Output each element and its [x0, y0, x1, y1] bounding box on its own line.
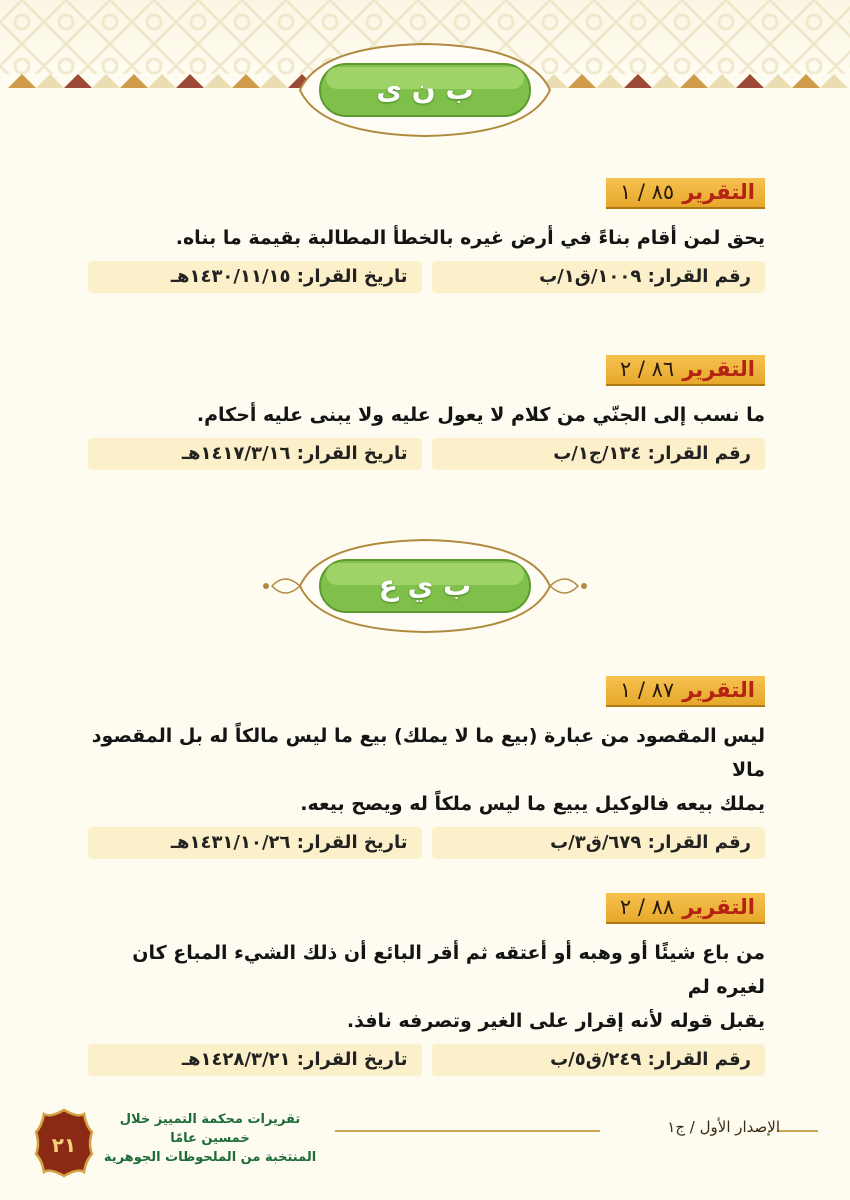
report-header: [606, 355, 765, 386]
decision-date-label: تاريخ القرار:: [296, 266, 408, 287]
decision-number-label: رقم القرار:: [647, 266, 751, 287]
decision-number-box: [432, 1044, 766, 1076]
report-text-line: يقبل قوله لأنه إقرار على الغير وتصرفه نافذ.: [346, 1010, 765, 1032]
report-label: التقرير: [682, 895, 755, 919]
decision-number-box: [432, 827, 766, 859]
decision-number-box: [432, 438, 766, 470]
report-entry: [88, 355, 765, 470]
decision-date-label: تاريخ القرار:: [296, 832, 408, 853]
report-label: التقرير: [682, 180, 755, 204]
section-title: ب ي ع: [378, 569, 472, 602]
page-number-badge: [34, 1108, 94, 1178]
decision-number-label: رقم القرار:: [647, 832, 751, 853]
report-header: [606, 178, 765, 209]
decision-meta-row: [88, 827, 765, 859]
report-entry: [88, 178, 765, 293]
footer-divider: [778, 1130, 818, 1132]
report-text-line: ما نسب إلى الجنّي من كلام لا يعول عليه ولا يبنى عليه أحكام.: [196, 404, 765, 426]
report-number: ٨٦ / ٢: [619, 357, 675, 381]
report-text: [88, 719, 765, 821]
decision-number: ١٠٠٩/ق١/ب: [539, 266, 642, 287]
decision-number-label: رقم القرار:: [647, 1049, 751, 1070]
report-number: ٨٧ / ١: [619, 678, 675, 702]
decision-date-label: تاريخ القرار:: [296, 1049, 408, 1070]
report-text: [88, 936, 765, 1038]
decision-number: ٦٧٩/ق٣/ب: [550, 832, 642, 853]
footer-section-label: الإصدار الأول / ج١: [667, 1118, 780, 1136]
footer-divider: [335, 1130, 600, 1132]
report-text-line: ليس المقصود من عبارة (بيع ما لا يملك) بيع ما ليس مالكاً له بل المقصود مالا: [91, 725, 765, 781]
decision-number: ٢٤٩/ق٥/ب: [550, 1049, 642, 1070]
decision-date-label: تاريخ القرار:: [296, 443, 408, 464]
decision-meta-row: [88, 1044, 765, 1076]
decision-date-box: [88, 261, 422, 293]
report-number: ٨٨ / ٢: [619, 895, 675, 919]
report-label: التقرير: [682, 357, 755, 381]
report-header: [606, 893, 765, 924]
report-header: [606, 676, 765, 707]
decision-meta-row: [88, 261, 765, 293]
report-text-line: من باع شيئًا أو وهبه أو أعتقه ثم أقر البائع أن ذلك الشيء المباع كان لغيره لم: [132, 942, 765, 998]
decision-date: ١٤٣٠/١١/١٥هـ: [170, 266, 291, 287]
report-number: ٨٥ / ١: [619, 180, 675, 204]
report-text-line: يملك بيعه فالوكيل يبيع ما ليس ملكاً له ويصح بيعه.: [300, 793, 765, 815]
decision-date: ١٤٣١/١٠/٢٦هـ: [170, 832, 291, 853]
section-title: ب ن ى: [376, 73, 474, 106]
decision-date-box: [88, 438, 422, 470]
report-entry: [88, 893, 765, 1076]
report-entry: [88, 676, 765, 859]
decision-number: ١٣٤/ج١/ب: [553, 443, 642, 464]
decision-number-box: [432, 261, 766, 293]
decision-date: ١٤٢٨/٣/٢١هـ: [181, 1049, 291, 1070]
decision-date-box: [88, 827, 422, 859]
footer-book-title: [95, 1110, 325, 1167]
report-text: [88, 221, 765, 255]
report-text-line: يحق لمن أقام بناءً في أرض غيره بالخطأ المطالبة بقيمة ما بناه.: [175, 227, 765, 249]
book-title-line: تقريرات محكمة التمييز خلال خمسين عامًا: [119, 1112, 301, 1146]
page-number: ٢١: [51, 1133, 77, 1157]
book-title-line: المنتخبة من الملحوظات الجوهرية: [103, 1150, 317, 1165]
report-text: [88, 398, 765, 432]
decision-meta-row: [88, 438, 765, 470]
decision-date-box: [88, 1044, 422, 1076]
decision-date: ١٤١٧/٣/١٦هـ: [181, 443, 291, 464]
report-label: التقرير: [682, 678, 755, 702]
decision-number-label: رقم القرار:: [647, 443, 751, 464]
